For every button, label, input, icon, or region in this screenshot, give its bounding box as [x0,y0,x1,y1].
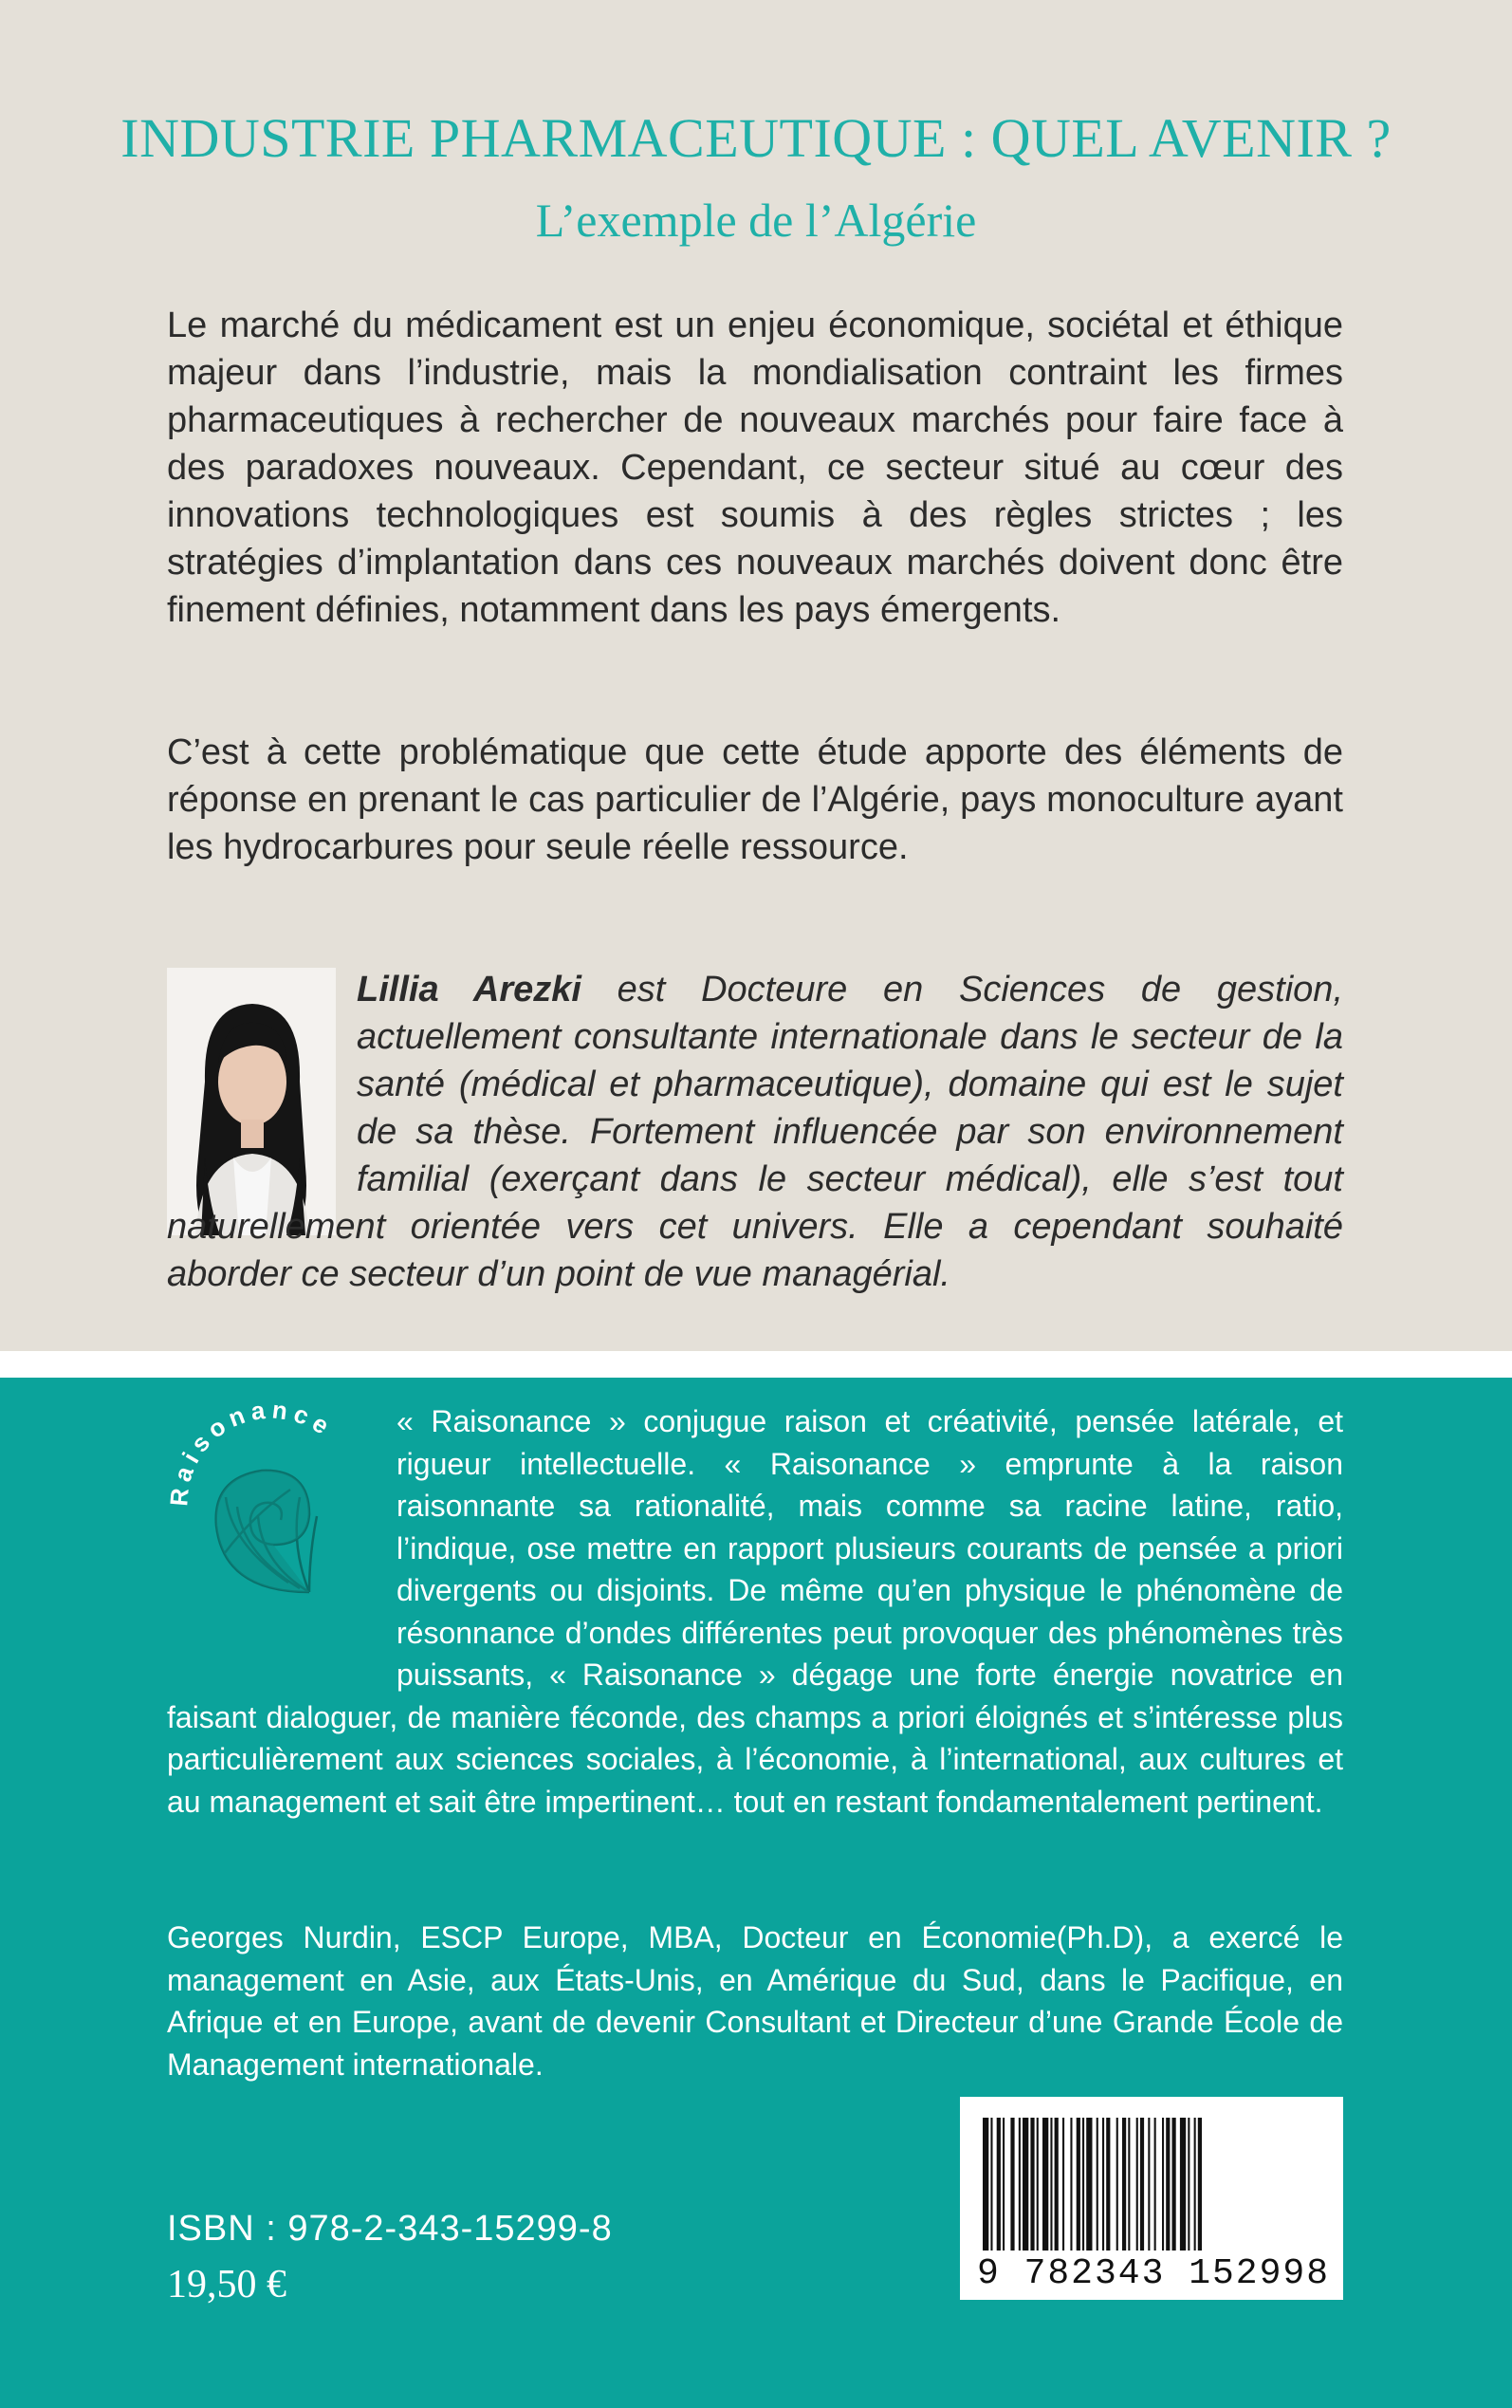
barcode-bar [1102,2118,1104,2251]
barcode-bar [1003,2118,1005,2251]
barcode-bar [1086,2118,1092,2251]
barcode-bar [1188,2118,1189,2251]
logo-text: Raisonance [167,1402,340,1508]
book-title: INDUSTRIE PHARMACEUTIQUE : QUEL AVENIR ? [120,107,1392,169]
barcode-bar [983,2118,988,2251]
price: 19,50 € [167,2263,286,2306]
author-bio [167,966,1343,1298]
barcode-bar [1198,2118,1202,2251]
isbn: ISBN : 978-2-343-15299-8 [167,2209,613,2249]
barcode-bar [1172,2118,1176,2251]
barcode-bar [1116,2118,1118,2251]
barcode-bar [1194,2118,1196,2251]
barcode-bar [1097,2118,1098,2251]
collection-description [167,1400,1343,1823]
barcode-bar [1077,2118,1080,2251]
barcode-bars [979,2118,1324,2251]
barcode-bar [1023,2118,1028,2251]
collection-director: Georges Nurdin, ESCP Europe, MBA, Docteur en Économie(Ph.D), a exercé le management en Asie, aux États-Unis, en Amérique du Sud, dans le Pacifique, en Afrique et en Europe, avant de devenir Consultant et Directeur d’une Grande École de Management internationale. [167,1920,1343,2082]
barcode [960,2097,1343,2300]
summary-paragraph-2: C’est à cette problématique que cette étude apporte des éléments de réponse en prenant le cas particulier de l’Algérie, pays monoculture ayant les hydrocarbures pour seule réelle ressource. [167,732,1343,867]
barcode-bar [1106,2118,1110,2251]
barcode-bar [1010,2118,1014,2251]
summary-paragraph-1: Le marché du médicament est un enjeu économique, sociétal et éthique majeur dans l’industrie, mais la mondialisation contraint les firmes pharmaceutiques à rechercher de nouveaux marchés pour faire face à des paradoxes nouveaux. Cependant, ce secteur situé au cœur des innovations technologiques est soumis à des règles strictes ; les stratégies d’implantation dans ces nouveaux marchés doivent donc être finement définies, notamment dans les pays émergents. [167,306,1343,630]
barcode-bar [1136,2118,1138,2251]
barcode-bar [990,2118,992,2251]
barcode-bar [1042,2118,1048,2251]
barcode-bar [1128,2118,1130,2251]
barcode-bar [1180,2118,1186,2251]
barcode-bar [1030,2118,1034,2251]
barcode-bar [997,2118,1001,2251]
barcode-bar [1062,2118,1064,2251]
collection-description-text: « Raisonance » conjugue raison et créativité, pensée latérale, et rigueur intellectuelle. « Raisonance » emprunte à la raison raisonnante sa rationalité, mais comme sa racine latine, ratio, l’indique, ose mettre en rapport plusieurs courants de pensée a priori divergents ou disjoints. De même qu’en physique le phénomène de résonnance d’ondes différentes peut provoquer des phénomènes très puissants, « Raisonance » dégage une forte énergie novatrice en faisant dialoguer, de manière féconde, des champs a priori éloignés et s’intéresse plus particulièrement aux sciences sociales, à l’économie, à l’international, aux cultures et au management et sait être impertinent… tout en restant fondamentalement pertinent. [167,1404,1343,1819]
barcode-bar [1050,2118,1052,2251]
book-subtitle: L’exemple de l’Algérie [535,194,977,247]
barcode-bar [1154,2118,1156,2251]
author-bio-text: est Docteure en Sciences de gestion, actuellement consultante internationale dans le secteur de la santé (médical et pharmaceutique), domaine qui est le sujet de sa thèse. Fortement influencée par son environnement familial (exerçant dans le secteur médical), elle s’est tout naturellement orientée vers cet univers. Elle a cependant souhaité aborder ce secteur d’un point de vue managérial. [167,970,1344,1294]
barcode-number: 9 782343 152998 [976,2253,1331,2294]
barcode-bar [1019,2118,1021,2251]
separator-band [0,1351,1512,1378]
barcode-bar [1140,2118,1144,2251]
barcode-bar [1166,2118,1170,2251]
barcode-bar [1070,2118,1072,2251]
author-name: Lillia Arezki [357,970,581,1010]
barcode-bar [1162,2118,1164,2251]
barcode-bar [1122,2118,1126,2251]
barcode-bar [1148,2118,1150,2251]
barcode-bar [1037,2118,1039,2251]
barcode-bar [1055,2118,1059,2251]
barcode-bar [1082,2118,1084,2251]
